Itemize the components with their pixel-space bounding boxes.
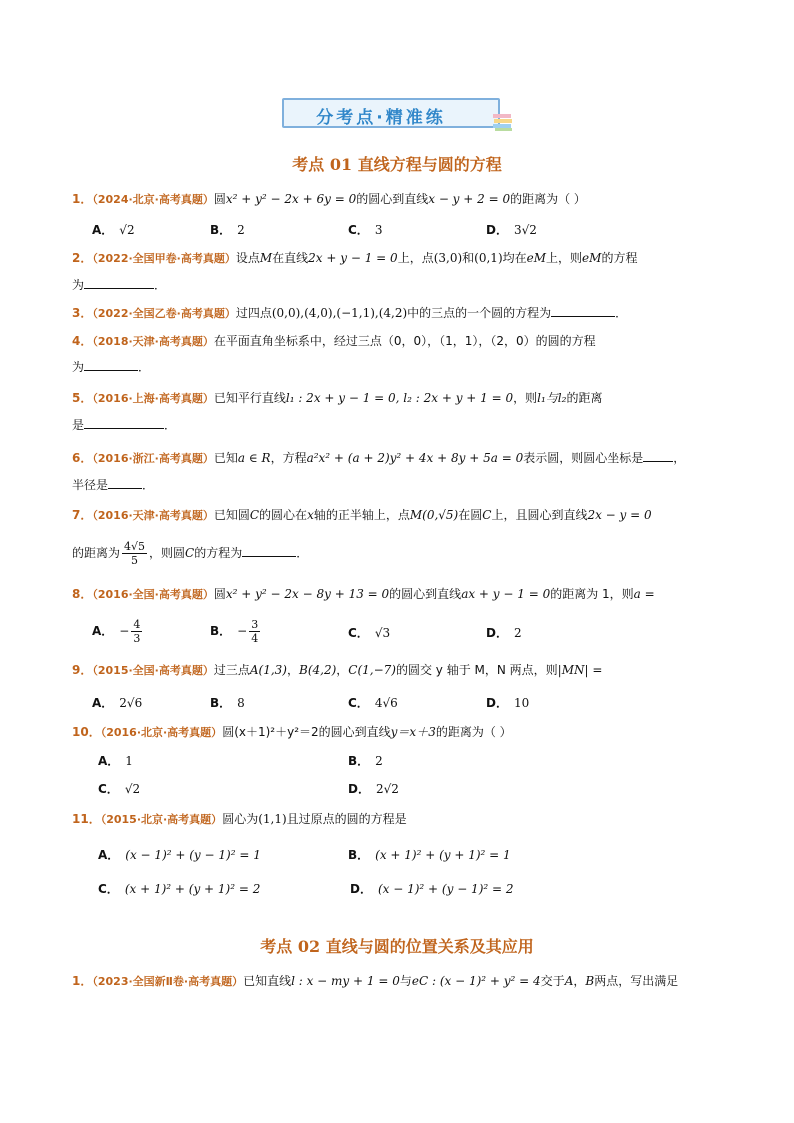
q8-option-a[interactable]: A． − $\frac{4}{3}$: [92, 618, 141, 645]
question-3: 3．（2022·全国乙卷·高考真题）过四点(0,0),(4,0),(−1,1),(4,2)中的三点的一个圆的方程为 ．: [72, 306, 628, 320]
q11-option-c[interactable]: C． (x + 1)² + (y + 1)² = 2: [98, 882, 261, 896]
q1-option-b[interactable]: B． 2: [210, 223, 245, 237]
answer-blank[interactable]: [551, 304, 615, 317]
q8-option-d[interactable]: D． 2: [486, 626, 522, 640]
fraction: $\frac{4√5}{5}$: [124, 540, 146, 567]
question-1: 1．（2024·北京·高考真题）圆x² + y² − 2x + 6y = 0的圆心到直线x − y + 2 = 0的距离为（ ）: [72, 192, 586, 206]
section-title-1: 考点 01 直线方程与圆的方程: [292, 155, 502, 174]
banner-title: 分考点·精准练: [316, 108, 446, 128]
question-7-cont: 的距离为 $\frac{4√5}{5}$ ，则圆C的方程为 ．: [72, 540, 309, 567]
q9-option-a[interactable]: A． 2√6: [92, 696, 143, 710]
section2-question-1: 1．（2023·全国新Ⅱ卷·高考真题）已知直线l : x − my + 1 = 0与eC : (x − 1)² + y² = 4交于A，B两点，写出满足: [72, 974, 679, 988]
q9-option-d[interactable]: D． 10: [486, 696, 530, 710]
question-11: 11．（2015·北京·高考真题）圆心为(1,1)且过原点的圆的方程是: [72, 812, 407, 826]
answer-blank[interactable]: [242, 544, 296, 557]
question-10: 10．（2016·北京·高考真题）圆(x＋1)²＋y²＝2的圆心到直线y＝x＋3的距离为（ ）: [72, 725, 512, 739]
q10-option-c[interactable]: C． √2: [98, 782, 141, 796]
books-icon: [492, 112, 514, 132]
question-5-cont: 是 ．: [72, 418, 177, 432]
question-4-cont: 为 ．: [72, 360, 151, 374]
q11-option-d[interactable]: D． (x − 1)² + (y − 1)² = 2: [350, 882, 514, 896]
answer-blank[interactable]: [108, 476, 142, 489]
q1-option-c[interactable]: C． 3: [348, 223, 383, 237]
q10-option-a[interactable]: A． 1: [98, 754, 133, 768]
answer-blank[interactable]: [84, 358, 138, 371]
question-2: 2．（2022·全国甲卷·高考真题）设点M在直线2x + y − 1 = 0上，点(3,0)和(0,1)均在eM上，则eM的方程: [72, 251, 638, 265]
q9-option-c[interactable]: C． 4√6: [348, 696, 398, 710]
q11-option-a[interactable]: A． (x − 1)² + (y − 1)² = 1: [98, 848, 261, 862]
q11-option-b[interactable]: B． (x + 1)² + (y + 1)² = 1: [348, 848, 511, 862]
question-9: 9．（2015·全国·高考真题）过三点A(1,3)，B(4,2)，C(1,−7)的圆交 y 轴于 M，N 两点，则|MN| =: [72, 663, 603, 677]
question-6: 6．（2016·浙江·高考真题）已知a ∈ R，方程a²x² + (a + 2)y² + 4x + 8y + 5a = 0表示圆，则圆心坐标是 ，: [72, 451, 686, 465]
question-6-cont: 半径是 ．: [72, 478, 155, 492]
question-5: 5．（2016·上海·高考真题）已知平行直线l₁ : 2x + y − 1 = 0, l₂ : 2x + y + 1 = 0，则l₁与l₂的距离: [72, 391, 603, 405]
q8-option-b[interactable]: B． − $\frac{3}{4}$: [210, 618, 259, 645]
q10-option-b[interactable]: B． 2: [348, 754, 383, 768]
section-title-2: 考点 02 直线与圆的位置关系及其应用: [260, 937, 534, 956]
question-4: 4．（2018·天津·高考真题）在平面直角坐标系中，经过三点（0，0），（1，1），（2，0）的圆的方程: [72, 334, 596, 348]
q8-option-c[interactable]: C． √3: [348, 626, 391, 640]
q1-option-a[interactable]: A． √2: [92, 223, 135, 237]
question-7: 7．（2016·天津·高考真题）已知圆C的圆心在x轴的正半轴上，点M(0,√5)在圆C上，且圆心到直线2x − y = 0: [72, 508, 652, 522]
q10-option-d[interactable]: D． 2√2: [348, 782, 399, 796]
q9-option-b[interactable]: B． 8: [210, 696, 245, 710]
section-banner: [282, 98, 500, 128]
question-8: 8．（2016·全国·高考真题）圆x² + y² − 2x − 8y + 13 = 0的圆心到直线ax + y − 1 = 0的距离为 1，则a =: [72, 587, 655, 601]
answer-blank[interactable]: [84, 416, 164, 429]
q1-option-d[interactable]: D． 3√2: [486, 223, 537, 237]
answer-blank[interactable]: [84, 276, 154, 289]
answer-blank[interactable]: [643, 449, 673, 462]
question-2-cont: 为 ．: [72, 278, 167, 292]
